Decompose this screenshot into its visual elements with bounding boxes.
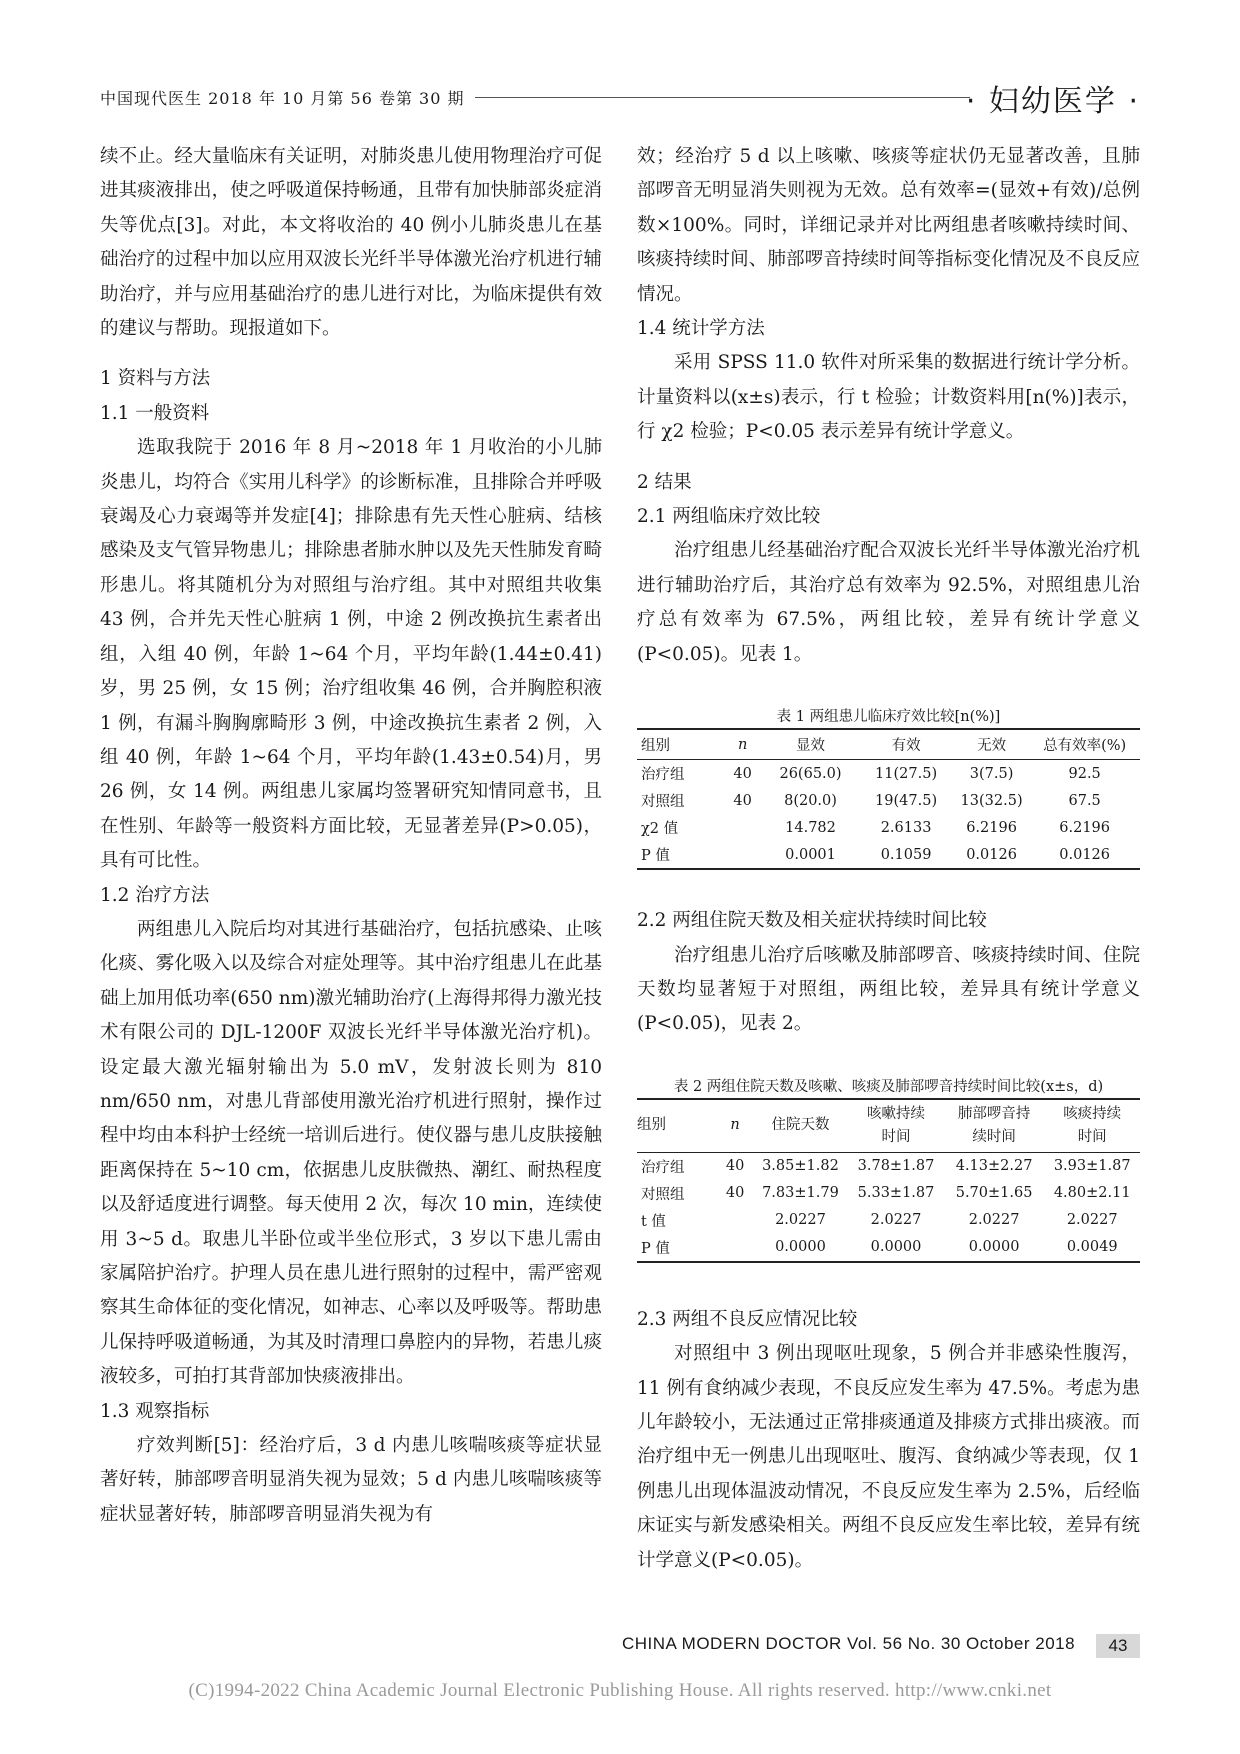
table-header-cell: 组别 (637, 729, 723, 760)
table-row (637, 841, 1140, 869)
table-cell: 0.1059 (880, 846, 932, 863)
table-row (637, 787, 1140, 814)
table-cell: 3.93±1.87 (1053, 1158, 1131, 1175)
table-row (637, 760, 1140, 788)
subheading-duration: 2.2 两组住院天数及相关症状持续时间比较 (637, 910, 987, 932)
table-cell (717, 1234, 752, 1262)
table-cell: 7.83±1.79 (762, 1185, 839, 1202)
table-cell: 2.0227 (968, 1212, 1020, 1229)
table-header-cell: n (717, 1099, 752, 1153)
table-1-block (637, 706, 1140, 870)
paragraph-observation-cont: 效；经治疗 5 d 以上咳嗽、咳痰等症状仍无显著改善，且肺部啰音无明显消失则视为无效。总有效率=(显效+有效)/总例数×100%。同时，详细记录并对比两组患者咳嗽持续时间、咳痰持续时间、肺部啰音持续时间等指标变化情况及不良反应情况。 (637, 146, 1140, 305)
table-header-cell: 有效 (858, 729, 954, 760)
paragraph-adverse: 对照组中 3 例出现呕吐现象，5 例合并非感染性腹泻，11 例有食纳减少表现，不良反应发生率为 47.5%。考虑为患儿年龄较小，无法通过正常排痰通道及排痰方式排出痰液。而治疗组中无一例患儿出现呕吐、腹泻、食纳减少等表现，仅 1 例患儿出现体温波动情况，不良反应发生率为 2.5%，后经临床证实与新发感染相关。两组不良反应发生率比较，差异有统计学意义(P<0.05)。 (637, 1343, 1140, 1571)
table-row (637, 814, 1140, 841)
table-cell: 2.0227 (870, 1212, 922, 1229)
paragraph-statistics: 采用 SPSS 11.0 软件对所采集的数据进行统计学分析。计量资料以(x±s)表示，行 t 检验；计数资料用[n(%)]表示，行 χ2 检验；P<0.05 表示差异有统计学意义。 (637, 352, 1140, 443)
table-cell: 对照组 (641, 1186, 685, 1203)
table-cell: 对照组 (641, 794, 685, 811)
table-cell: 5.33±1.87 (857, 1185, 935, 1202)
table-cell: 3.85±1.82 (762, 1158, 839, 1175)
section-heading-methods: 1 资料与方法 (100, 368, 211, 390)
table-header-cell: 显效 (763, 729, 859, 760)
table-cell: 4.80±2.11 (1053, 1185, 1131, 1202)
table-header-cell: 总有效率(%) (1029, 729, 1140, 760)
table-cell: P 值 (641, 1240, 670, 1257)
table-header-row (637, 1099, 1140, 1153)
table-cell (723, 841, 763, 869)
table-cell (723, 814, 763, 841)
table-cell: 0.0001 (785, 846, 836, 863)
table-1-caption: 表 1 两组患儿临床疗效比较[n(%)] (776, 709, 1001, 726)
table-header-cell: 组别 (637, 1099, 717, 1153)
paragraph-duration: 治疗组患儿治疗后咳嗽及肺部啰音、咳痰持续时间、住院天数均显著短于对照组，两组比较，差异具有统计学意义(P<0.05)，见表 2。 (637, 944, 1140, 1035)
table-row (637, 1207, 1140, 1234)
paragraph-efficacy: 治疗组患儿经基础治疗配合双波长光纤半导体激光治疗机进行辅助治疗后，其治疗总有效率为 92.5%，对照组患儿治疗总有效率为 67.5%，两组比较，差异有统计学意义(P<0.05)。见表 1。 (637, 540, 1140, 665)
table-cell: 治疗组 (641, 1159, 685, 1176)
table-2-caption: 表 2 两组住院天数及咳嗽、咳痰及肺部啰音持续时间比较(x±s，d) (673, 1078, 1104, 1095)
table-row (637, 1152, 1140, 1180)
copyright-watermark: (C)1994-2022 China Academic Journal Electronic Publishing House. All rights reserved. http://www.cnki.net (188, 1680, 1052, 1701)
journal-english-info: CHINA MODERN DOCTOR Vol. 56 No. 30 October 2018 (622, 1634, 1076, 1653)
table-cell: 19(47.5) (875, 792, 938, 809)
section-title: · 妇幼医学 · (965, 84, 1140, 119)
table-cell: 0.0126 (1059, 846, 1111, 863)
table-cell: 26(65.0) (779, 765, 842, 782)
table-row (637, 1180, 1140, 1207)
table-1 (637, 728, 1140, 870)
table-cell: 0.0000 (968, 1239, 1020, 1256)
table-cell: 0.0000 (870, 1239, 922, 1256)
running-footer (622, 1634, 1140, 1658)
subheading-observation: 1.3 观察指标 (100, 1400, 210, 1422)
table-cell: χ2 值 (641, 821, 679, 838)
right-column (637, 140, 1140, 1578)
subheading-statistics: 1.4 统计学方法 (637, 318, 765, 340)
table-header-cell: 咳痰持续时间 (1044, 1099, 1140, 1153)
table-cell: t 值 (641, 1213, 666, 1230)
table-cell: 3(7.5) (969, 765, 1014, 782)
table-cell: 40 (725, 1185, 745, 1202)
table-cell: 0.0049 (1066, 1239, 1118, 1256)
subheading-adverse: 2.3 两组不良反应情况比较 (637, 1308, 858, 1330)
table-cell: 13(32.5) (960, 792, 1023, 809)
subheading-general-data: 1.1 一般资料 (100, 402, 210, 424)
table-cell: 6.2196 (966, 819, 1017, 836)
table-cell: 4.13±2.27 (955, 1158, 1033, 1175)
subheading-treatment: 1.2 治疗方法 (100, 884, 210, 906)
paragraph-observation: 疗效判断[5]：经治疗后，3 d 内患儿咳喘咳痰等症状显著好转，肺部啰音明显消失视为显效；5 d 内患儿咳喘咳痰等症状显著好转，肺部啰音明显消失视为有 (100, 1435, 602, 1525)
table-cell: 3.78±1.87 (857, 1158, 935, 1175)
table-cell: 40 (733, 792, 752, 809)
table-cell: P 值 (641, 848, 670, 865)
running-header (100, 76, 1140, 119)
table-cell: 67.5 (1068, 792, 1101, 809)
table-cell: 0.0126 (966, 846, 1017, 863)
table-header-row (637, 729, 1140, 760)
table-header-cell: 咳嗽持续时间 (848, 1099, 944, 1153)
page-number: 43 (1096, 1634, 1140, 1658)
table-cell: 14.782 (785, 819, 836, 836)
table-cell: 2.6133 (880, 819, 932, 836)
table-cell: 5.70±1.65 (955, 1185, 1033, 1202)
table-cell: 2.0227 (1066, 1212, 1118, 1229)
table-cell: 0.0000 (775, 1239, 826, 1256)
paragraph-general-data: 选取我院于 2016 年 8 月~2018 年 1 月收治的小儿肺炎患儿，均符合《实用儿科学》的诊断标准，且排除合并呼吸衰竭及心力衰竭等并发症[4]；排除患有先天性心脏病、结核感染及支气管异物患儿；排除患者肺水肿以及先天性肺发育畸形患儿。将其随机分为对照组与治疗组。其中对照组共收集 43 例，合并先天性心脏病 1 例，中途 2 例改换抗生素者出组，入组 40 例，年龄 1~64 个月，平均年龄(1.44±0.41)岁，男 25 例，女 15 例；治疗组收集 46 例，合并胸腔积液 1 例，有漏斗胸胸廓畸形 3 例，中途改换抗生素者 2 例，入组 40 例，年龄 1~64 个月，平均年龄(1.43±0.54)月，男 26 例，女 14 例。两组患儿家属均签署研究知情同意书，且在性别、年龄等一般资料方面比较，无显著差异(P>0.05)，具有可比性。 (100, 437, 602, 872)
table-2 (637, 1098, 1140, 1263)
table-cell: 40 (733, 765, 752, 782)
table-cell: 8(20.0) (784, 792, 837, 809)
left-column (100, 140, 602, 1532)
table-header-cell: 住院天数 (753, 1099, 849, 1153)
table-header-cell: 无效 (954, 729, 1029, 760)
table-cell: 92.5 (1068, 765, 1101, 782)
table-header-cell: 肺部啰音持续时间 (944, 1099, 1045, 1153)
table-row (637, 1234, 1140, 1262)
section-heading-results: 2 结果 (637, 471, 692, 493)
table-header-cell: n (723, 729, 763, 760)
subheading-efficacy: 2.1 两组临床疗效比较 (637, 506, 821, 528)
table-cell: 40 (725, 1158, 745, 1175)
table-cell: 治疗组 (641, 767, 685, 784)
table-cell (717, 1207, 752, 1234)
table-cell: 6.2196 (1059, 819, 1111, 836)
paragraph-treatment: 两组患儿入院后均对其进行基础治疗，包括抗感染、止咳化痰、雾化吸入以及综合对症处理等。其中治疗组患儿在此基础上加用低功率(650 nm)激光辅助治疗(上海得邦得力激光技术有限公司的 DJL-1200F 双波长光纤半导体激光治疗机)。设定最大激光辐射输出为 5.0 mV，发射波长则为 810 nm/650 nm，对患儿背部使用激光治疗机进行照射，操作过程中均由本科护士经统一培训后进行。使仪器与患儿皮肤接触距离保持在 5~10 cm，依据患儿皮肤微热、潮红、耐热程度以及舒适度进行调整。每天使用 2 次，每次 10 min，连续使用 3~5 d。取患儿半卧位或半坐位形式，3 岁以下患儿需由家属陪护治疗。护理人员在患儿进行照射的过程中，需严密观察其生命体征的变化情况，如神志、心率以及呼吸等。帮助患儿保持呼吸道畅通，为其及时清理口鼻腔内的异物，若患儿痰液较多，可拍打其背部加快痰液排出。 (100, 918, 602, 1388)
header-rule (475, 97, 970, 98)
table-cell: 2.0227 (775, 1212, 826, 1229)
paragraph-intro-end: 续不止。经大量临床有关证明，对肺炎患儿使用物理治疗可促进其痰液排出，使之呼吸道保持畅通，且带有加快肺部炎症消失等优点[3]。对此，本文将收治的 40 例小儿肺炎患儿在基础治疗的过程中加以应用双波长光纤半导体激光治疗机进行辅助治疗，并与应用基础治疗的患儿进行对比，为临床提供有效的建议与帮助。现报道如下。 (100, 146, 602, 340)
journal-issue-info: 中国现代医生 2018 年 10 月第 56 卷第 30 期 (100, 89, 465, 108)
table-2-block (637, 1076, 1140, 1263)
table-cell: 11(27.5) (875, 765, 938, 782)
